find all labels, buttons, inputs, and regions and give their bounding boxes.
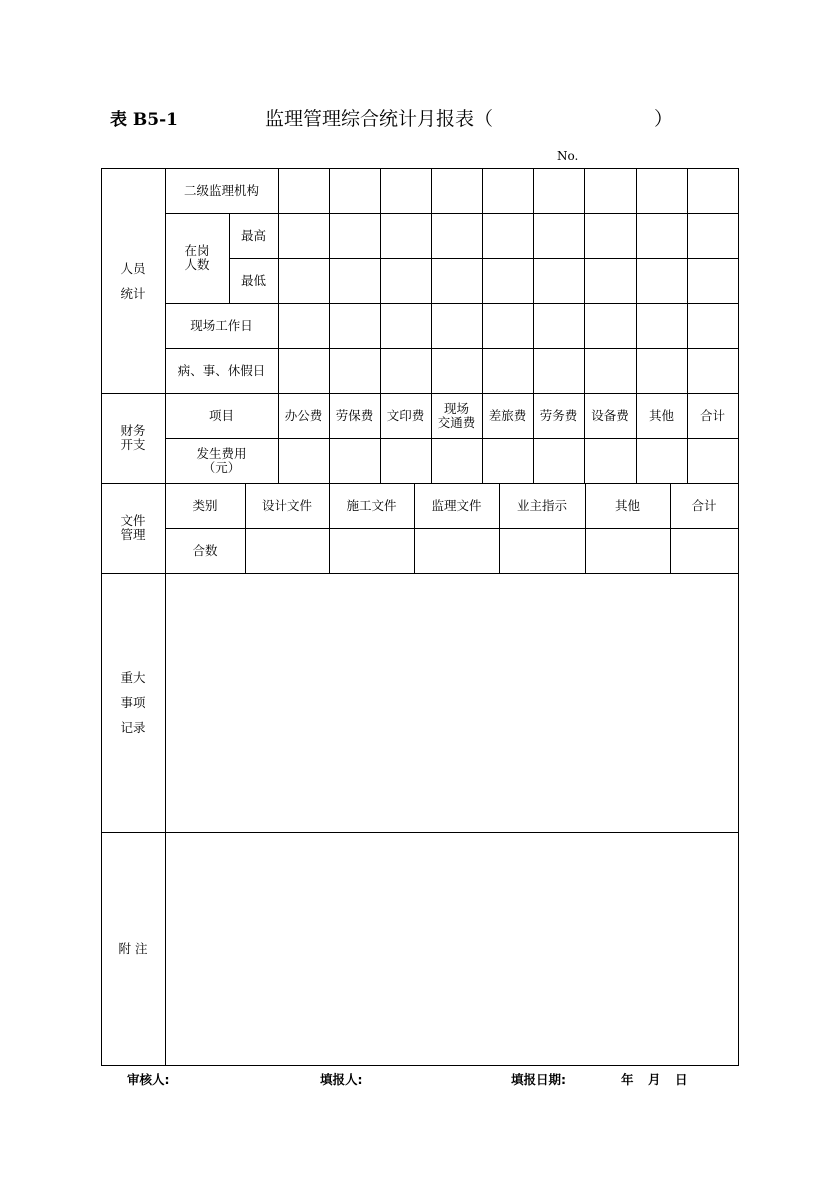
documents-count-input-cell[interactable] — [245, 528, 330, 574]
personnel-workdays-input-cell[interactable] — [431, 303, 483, 349]
finance-amount-input-cell[interactable] — [380, 438, 432, 484]
documents-count-input-cell[interactable] — [414, 528, 500, 574]
personnel-org-input-cell[interactable] — [584, 168, 637, 214]
personnel-max-input-cell[interactable] — [687, 213, 739, 259]
documents-category-header: 监理文件 — [414, 483, 500, 529]
personnel-workdays-label: 现场工作日 — [165, 303, 279, 349]
personnel-max-input-cell[interactable] — [533, 213, 585, 259]
personnel-org-input-cell[interactable] — [636, 168, 688, 214]
personnel-min-input-cell[interactable] — [329, 258, 381, 304]
reviewer-label: 审核人: — [127, 1072, 170, 1087]
documents-category-header: 业主指示 — [499, 483, 586, 529]
notes-label: 附 注 — [101, 832, 166, 1066]
finance-category-header: 文印费 — [380, 393, 432, 439]
personnel-max-input-cell[interactable] — [329, 213, 381, 259]
finance-category-header: 差旅费 — [482, 393, 534, 439]
personnel-section-label: 人员 统计 — [101, 168, 166, 394]
personnel-min-input-cell[interactable] — [431, 258, 483, 304]
finance-category-header: 办公费 — [278, 393, 330, 439]
documents-category-header: 设计文件 — [245, 483, 330, 529]
personnel-leave-input-cell[interactable] — [533, 348, 585, 394]
personnel-min-input-cell[interactable] — [278, 258, 330, 304]
finance-section-label: 财务 开支 — [101, 393, 166, 484]
personnel-min-input-cell[interactable] — [687, 258, 739, 304]
personnel-org-label: 二级监理机构 — [165, 168, 279, 214]
fill-date-label: 填报日期: — [511, 1072, 566, 1087]
personnel-workdays-input-cell[interactable] — [329, 303, 381, 349]
finance-amount-input-cell[interactable] — [584, 438, 637, 484]
finance-amount-input-cell[interactable] — [533, 438, 585, 484]
personnel-leave-label: 病、事、休假日 — [165, 348, 279, 394]
finance-amount-input-cell[interactable] — [278, 438, 330, 484]
personnel-workdays-input-cell[interactable] — [482, 303, 534, 349]
finance-amount-input-cell[interactable] — [687, 438, 739, 484]
personnel-workdays-input-cell[interactable] — [380, 303, 432, 349]
personnel-org-input-cell[interactable] — [687, 168, 739, 214]
personnel-onsite-label: 在岗 人数 — [165, 213, 230, 304]
personnel-org-input-cell[interactable] — [431, 168, 483, 214]
personnel-max-input-cell[interactable] — [278, 213, 330, 259]
finance-amount-input-cell[interactable] — [482, 438, 534, 484]
personnel-leave-input-cell[interactable] — [431, 348, 483, 394]
documents-category-header: 合计 — [670, 483, 739, 529]
personnel-leave-input-cell[interactable] — [329, 348, 381, 394]
personnel-leave-input-cell[interactable] — [380, 348, 432, 394]
personnel-org-input-cell[interactable] — [533, 168, 585, 214]
finance-category-header: 设备费 — [584, 393, 637, 439]
personnel-leave-input-cell[interactable] — [482, 348, 534, 394]
personnel-min-input-cell[interactable] — [636, 258, 688, 304]
title-close-paren: ） — [654, 108, 674, 130]
personnel-min-input-cell[interactable] — [380, 258, 432, 304]
personnel-leave-input-cell[interactable] — [584, 348, 637, 394]
personnel-max-input-cell[interactable] — [380, 213, 432, 259]
personnel-org-input-cell[interactable] — [482, 168, 534, 214]
documents-count-input-cell[interactable] — [329, 528, 415, 574]
documents-count-input-cell[interactable] — [585, 528, 671, 574]
personnel-max-label: 最高 — [229, 213, 279, 259]
personnel-max-input-cell[interactable] — [636, 213, 688, 259]
finance-category-header: 其他 — [636, 393, 688, 439]
filler-label: 填报人: — [320, 1072, 363, 1087]
finance-category-header: 劳保费 — [329, 393, 381, 439]
personnel-min-input-cell[interactable] — [584, 258, 637, 304]
documents-count-input-cell[interactable] — [670, 528, 739, 574]
finance-category-header: 现场 交通费 — [431, 393, 483, 439]
finance-category-header: 劳务费 — [533, 393, 585, 439]
finance-amount-input-cell[interactable] — [329, 438, 381, 484]
page-title: 监理管理综合统计月报表（ — [265, 108, 494, 130]
personnel-org-input-cell[interactable] — [329, 168, 381, 214]
personnel-org-input-cell[interactable] — [278, 168, 330, 214]
documents-type-label: 类别 — [165, 483, 246, 529]
personnel-max-input-cell[interactable] — [482, 213, 534, 259]
personnel-workdays-input-cell[interactable] — [584, 303, 637, 349]
personnel-max-input-cell[interactable] — [584, 213, 637, 259]
documents-section-label: 文件 管理 — [101, 483, 166, 574]
personnel-min-input-cell[interactable] — [482, 258, 534, 304]
personnel-workdays-input-cell[interactable] — [533, 303, 585, 349]
date-year-label: 年 — [621, 1072, 634, 1087]
finance-amount-input-cell[interactable] — [636, 438, 688, 484]
notes-input-area[interactable] — [165, 832, 739, 1066]
personnel-min-label: 最低 — [229, 258, 279, 304]
form-number-label: No. — [557, 149, 579, 163]
documents-category-header: 施工文件 — [329, 483, 415, 529]
personnel-workdays-input-cell[interactable] — [278, 303, 330, 349]
personnel-min-input-cell[interactable] — [533, 258, 585, 304]
date-day-label: 日 — [675, 1072, 688, 1087]
personnel-leave-input-cell[interactable] — [636, 348, 688, 394]
personnel-max-input-cell[interactable] — [431, 213, 483, 259]
documents-count-input-cell[interactable] — [499, 528, 586, 574]
table-code: 表 B5-1 — [110, 110, 178, 130]
documents-count-label: 合数 — [165, 528, 246, 574]
personnel-org-input-cell[interactable] — [380, 168, 432, 214]
personnel-workdays-input-cell[interactable] — [687, 303, 739, 349]
documents-category-header: 其他 — [585, 483, 671, 529]
major-events-input-area[interactable] — [165, 573, 739, 833]
major-events-label: 重大 事项 记录 — [101, 573, 166, 833]
personnel-leave-input-cell[interactable] — [278, 348, 330, 394]
personnel-workdays-input-cell[interactable] — [636, 303, 688, 349]
finance-category-header: 合计 — [687, 393, 739, 439]
finance-item-label: 项目 — [165, 393, 279, 439]
date-month-label: 月 — [648, 1072, 661, 1087]
finance-amount-label: 发生费用 （元） — [165, 438, 279, 484]
personnel-leave-input-cell[interactable] — [687, 348, 739, 394]
finance-amount-input-cell[interactable] — [431, 438, 483, 484]
